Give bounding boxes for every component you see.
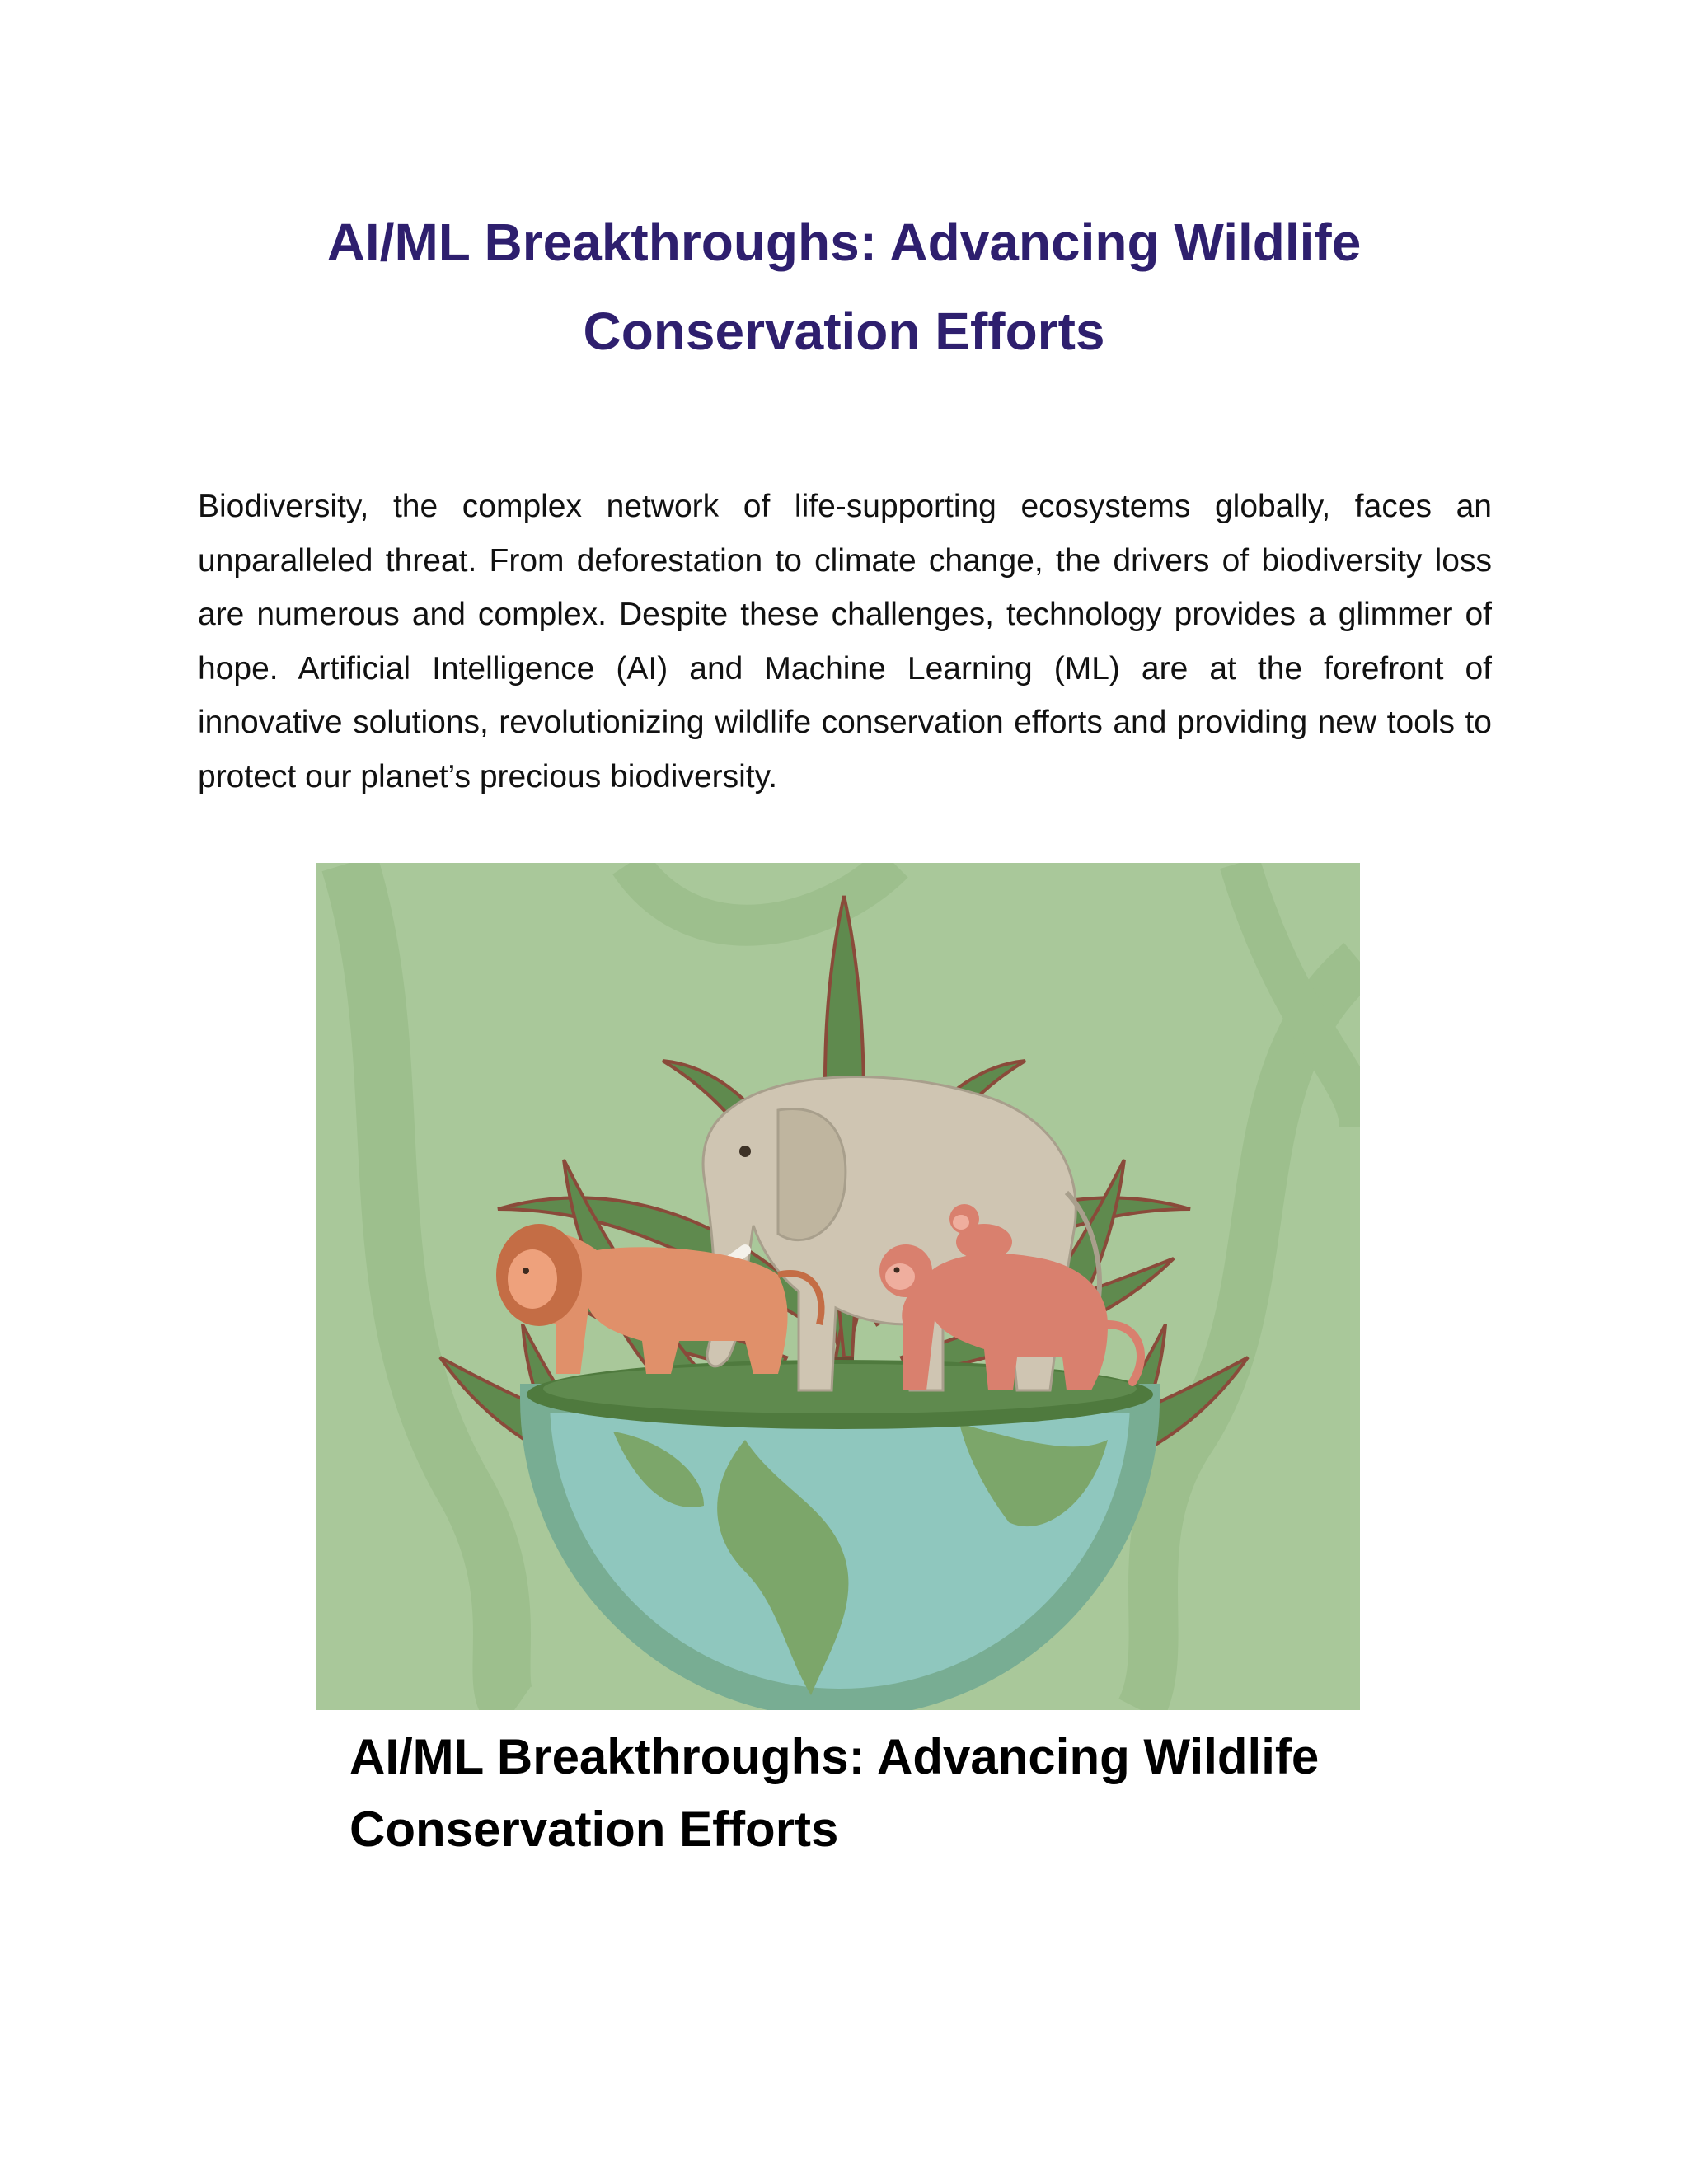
- intro-paragraph: Biodiversity, the complex network of life-supporting ecosystems globally, faces an unparalleled threat. From deforestation to climate change, the drivers of biodiversity loss are numerous and complex. Despite these challenges, technology provides a glimmer of hope. Artificial Intelligence (AI) and Machine Learning (ML) are at the forefront of innovative solutions, revolutionizing wildlife conservation efforts and providing new tools to protect our planet’s precious biodiversity.: [198, 489, 1492, 794]
- page-title: AI/ML Breakthroughs: Advancing Wildlife Conservation Efforts: [326, 213, 1362, 361]
- image-caption: AI/ML Breakthroughs: Advancing Wildlife Conservation Efforts: [349, 1729, 1320, 1857]
- wildlife-illustration: [316, 863, 1360, 1710]
